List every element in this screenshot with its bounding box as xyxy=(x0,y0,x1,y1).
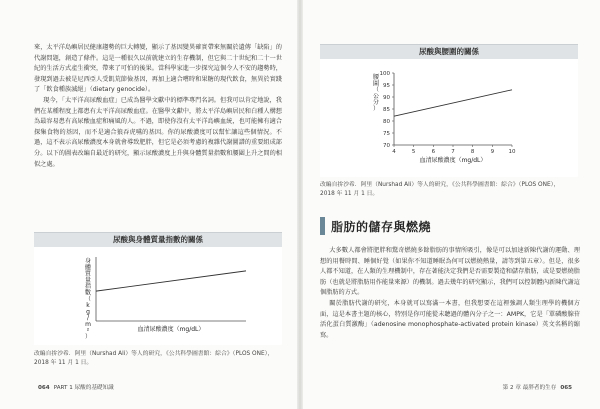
part-label: PART 1 xyxy=(53,385,73,391)
x-tick-label: 5 xyxy=(411,149,416,155)
heading-bar xyxy=(320,217,325,235)
chapter-label: 第 2 章 xyxy=(502,385,521,391)
bmi-figure xyxy=(34,232,282,345)
y-tick-label: 95 xyxy=(383,83,390,89)
figure-caption: 改編自拚沙希．阿里（Nurshad Ali）等人的研究，《公共科學圖書館：綜合》（PLOS ONE），2018 年 11 月 1 日。 xyxy=(320,182,560,197)
waist-chart xyxy=(320,59,578,177)
y-tick-label: 85 xyxy=(383,107,390,113)
waist-figure xyxy=(320,44,578,177)
paragraph: 關於脂肪代謝的研究，本身就可以寫滿一本書，但我想要在這裡強調人類生理學的機個方面，這是本書主題的核心，特別是你可能從未聽過的體內分子之一：AMPK，它是「單磷酸腺苷活化蛋白質激酶」（adenosine monophosphate-activated protein kinase）英文名稱的縮寫。 xyxy=(320,299,580,339)
chapter-title: 最胖者的生存 xyxy=(522,385,557,391)
x-tick-label: 10 xyxy=(508,149,516,155)
figure-title: 尿酸與腰圍的關係 xyxy=(320,45,578,59)
x-tick-label: 4 xyxy=(392,149,396,155)
paragraph: 大多數人都會將肥胖和驚奇燃燒多餘脂肪的事情所吸引，像是可以加速新陳代謝的運動、理想的用餐時間、睡個好覺（如果你不知道睡眠為何可以燃燒熱量，請等到第五章）。但是，很多人都不知道，在人類的生理機制中，存在著能決定我們是否需要製造和儲存脂肪，或是要燃燒脂肪（也就是將脂肪用作能量來源）的機制。過去幾年的研究顯示，我們可以控制體內新陳代謝這個脂肪的方式。 xyxy=(320,247,580,297)
y-axis-label: 腰圍（公分） xyxy=(372,74,380,113)
book-gutter xyxy=(297,0,303,409)
y-axis-label: 身體質量指數（ k g / m ² ） xyxy=(84,258,92,341)
right-footer xyxy=(503,383,576,391)
x-tick-label: 8 xyxy=(470,149,475,155)
section-heading xyxy=(320,216,431,236)
paragraph: 來，太平洋島嶼居民健康趨勢的巨大轉變，顯示了基因變異確實帶來無關於遺傳「缺陷」的代謝問題，創造了條件。這是一種很久以前就建立的生存機制，但它與二十世紀和二十一世紀的生活方式產生衝突，帶來了可怕的後果。當科學家進一步探究這個令人不安的趨勢時，發現到過去被是尼西亞人受飢荒節儉基因，再加上適合嚐時和果糖的現代飲食，無異於實踐了「飲食種族滅絕」（dietary genocide）。 xyxy=(34,44,282,94)
x-tick-label: 6 xyxy=(431,149,436,155)
y-tick-label: 100 xyxy=(379,71,390,77)
right-body-text xyxy=(320,246,580,341)
bmi-chart xyxy=(34,247,282,345)
y-tick-label: 70 xyxy=(383,143,390,149)
series-line xyxy=(394,90,512,116)
y-tick-label: 80 xyxy=(383,119,390,125)
x-tick-label: 9 xyxy=(490,149,495,155)
section-title: 尿酸的基礎知識 xyxy=(74,385,114,391)
x-tick-label: 7 xyxy=(451,149,455,155)
series-line xyxy=(96,271,246,291)
left-body-text xyxy=(34,43,282,170)
figure-caption: 改編自拚沙希．阿里（Nurshad Ali）等人的研究，《公共科學圖書館：綜合》（PLOS ONE），2018 年 11 月 1 日。 xyxy=(34,351,274,366)
x-axis-label: 血清尿酸濃度（mg/dL） xyxy=(419,157,487,164)
page-number: 064 xyxy=(38,385,50,391)
figure-title: 尿酸與身體質量指數的關係 xyxy=(34,233,282,247)
heading-text: 脂肪的儲存與燃燒 xyxy=(331,219,432,234)
x-axis-label: 血清尿酸濃度（mg/dL） xyxy=(137,326,205,333)
y-tick-label: 75 xyxy=(383,131,390,137)
left-footer xyxy=(34,383,114,391)
paragraph: 現今，「太平洋高尿酸血症」已成為醫學文獻中的標準專門名詞。但我可以肯定地說，我們在某種程度上都患有太平洋高尿酸血症。在醫學文獻中，將太平洋島嶼居民和白種人構想為最容易患有高尿酸血症和痛風的人。不過，即使你沒有太平洋島嶼血統，也可能擁有適合探集食物的基因，而不是適合狼吞虎嚥的基因。你的尿酸濃度可以幫忙讓這些個情況。不過，這不表示高尿酸濃度本身就會導致肥胖，但它是必須考慮的複雜代謝圖譜的重要組成部分。以下的圖表改編自最近的研究，顯示尿酸濃度上升與身體質量指數和腰圍上升之間的相似之處。 xyxy=(34,96,282,168)
page-number: 065 xyxy=(560,385,572,391)
y-tick-label: 90 xyxy=(383,95,390,101)
